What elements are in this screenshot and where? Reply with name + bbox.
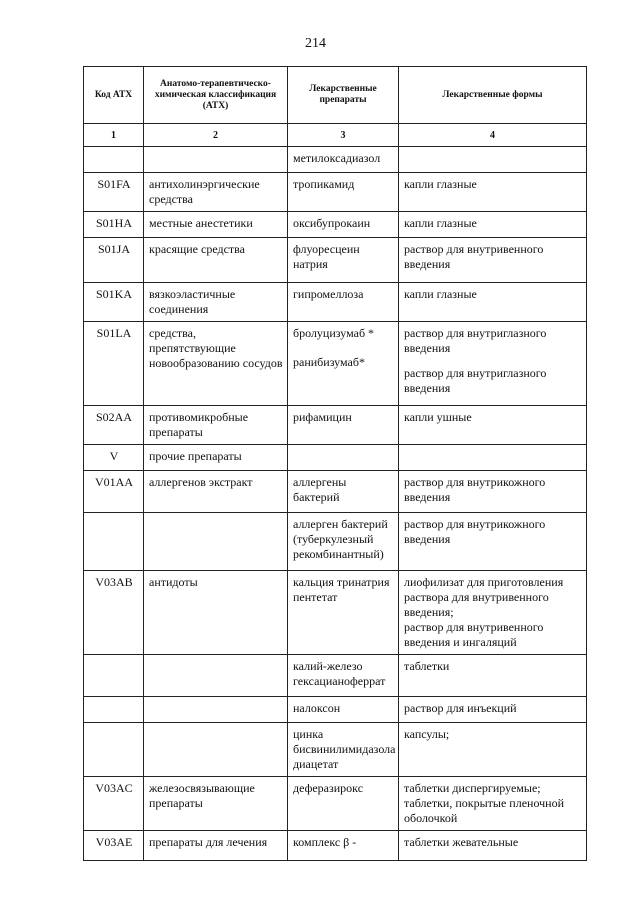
drug-name: кальция тринатрия пентетат — [293, 575, 390, 604]
dosage-form-cell — [399, 445, 587, 471]
dosage-form: капли глазные — [404, 287, 477, 301]
atx-code-cell: S01JA — [84, 238, 144, 283]
dosage-form-cell — [399, 238, 587, 283]
drug-cell — [288, 147, 399, 173]
drug-name: бролуцизумаб * — [293, 326, 375, 340]
dosage-form: капсулы; — [404, 727, 450, 741]
atx-code-cell — [84, 147, 144, 173]
header-forms: Лекарственные формы — [399, 67, 587, 124]
drug-cell — [288, 777, 399, 831]
dosage-form-cell — [399, 723, 587, 777]
dosage-form-cell — [399, 147, 587, 173]
atx-code-cell: V — [84, 445, 144, 471]
drug-cell — [288, 406, 399, 445]
dosage-form-cell — [399, 173, 587, 212]
table-row — [84, 445, 587, 471]
table-row — [84, 322, 587, 406]
atx-classification-cell — [144, 655, 288, 697]
drug-name: ранибизумаб* — [293, 355, 365, 369]
dosage-form: раствор для внутриглазного введения — [404, 326, 547, 355]
dosage-form-cell — [399, 571, 587, 655]
dosage-form: таблетки жевательные — [404, 835, 519, 849]
dosage-form-cell — [399, 471, 587, 513]
dosage-form: капли ушные — [404, 410, 472, 424]
dosage-form-cell — [399, 322, 587, 406]
dosage-form: раствор для внутрикожного введения — [404, 475, 546, 504]
drug-cell — [288, 173, 399, 212]
drug-cell — [288, 238, 399, 283]
drug-cell — [288, 571, 399, 655]
drug-cell — [288, 445, 399, 471]
drug-name: гипромеллоза — [293, 287, 364, 301]
column-number: 4 — [399, 124, 587, 147]
table-row — [84, 697, 587, 723]
table-row — [84, 212, 587, 238]
dosage-form: раствор для внутриглазного введения — [404, 366, 547, 395]
drug-name: калий-железо гексацианоферрат — [293, 659, 386, 688]
header-code: Код АТХ — [84, 67, 144, 124]
atx-code-cell: V01AA — [84, 471, 144, 513]
drug-name: налоксон — [293, 701, 341, 715]
dosage-form: раствор для внутривенного введения — [404, 242, 544, 271]
dosage-form: раствор для внутрикожного введения — [404, 517, 546, 546]
atx-classification-cell: препараты для лечения — [144, 831, 288, 861]
dosage-form-cell — [399, 831, 587, 861]
drug-cell — [288, 212, 399, 238]
column-number: 2 — [144, 124, 288, 147]
atx-code-cell: S01LA — [84, 322, 144, 406]
atx-code-cell: V03AB — [84, 571, 144, 655]
dosage-form: капли глазные — [404, 216, 477, 230]
drug-name: метилоксадиазол — [293, 151, 381, 165]
drug-cell — [288, 831, 399, 861]
dosage-form-cell — [399, 777, 587, 831]
atx-code-cell — [84, 723, 144, 777]
atx-code-cell — [84, 655, 144, 697]
atx-code-cell: S01HA — [84, 212, 144, 238]
atx-table — [83, 66, 587, 861]
drug-cell — [288, 655, 399, 697]
dosage-form-cell — [399, 655, 587, 697]
atx-code-cell: V03AE — [84, 831, 144, 861]
column-number-row — [84, 124, 587, 147]
dosage-form: лиофилизат для приготовления раствора для внутривенного введения; — [404, 575, 564, 619]
table-row — [84, 173, 587, 212]
page-number: 214 — [305, 36, 326, 51]
dosage-form: таблетки диспергируемые; — [404, 781, 541, 795]
atx-classification-cell: местные анестетики — [144, 212, 288, 238]
table-row — [84, 655, 587, 697]
atx-classification-cell: железосвязывающие препараты — [144, 777, 288, 831]
atx-classification-cell: красящие средства — [144, 238, 288, 283]
drug-cell — [288, 697, 399, 723]
dosage-form-cell — [399, 513, 587, 571]
atx-code-cell — [84, 513, 144, 571]
table-row — [84, 777, 587, 831]
table-row — [84, 471, 587, 513]
dosage-form: раствор для внутривенного введения и ингаляций — [404, 620, 544, 649]
dosage-form-cell — [399, 283, 587, 322]
header-classification: Анатомо-терапевтическо-химическая классификация (АТХ) — [144, 67, 288, 124]
drug-name: тропикамид — [293, 177, 355, 191]
table-row — [84, 406, 587, 445]
atx-code-cell — [84, 697, 144, 723]
drug-cell — [288, 322, 399, 406]
drug-cell — [288, 513, 399, 571]
drug-name: цинка бисвинилимидазола диацетат — [293, 727, 396, 771]
table-row — [84, 571, 587, 655]
table-row — [84, 831, 587, 861]
atx-classification-cell: антихолинэргические средства — [144, 173, 288, 212]
table-row — [84, 147, 587, 173]
dosage-form-cell — [399, 212, 587, 238]
atx-classification-cell: противомикробные препараты — [144, 406, 288, 445]
drug-name: аллерген бактерий (туберкулезный рекомбинантный) — [293, 517, 388, 561]
drug-name: аллергены бактерий — [293, 475, 347, 504]
atx-code-cell: V03AC — [84, 777, 144, 831]
atx-code-cell: S01KA — [84, 283, 144, 322]
atx-classification-cell: средства, препятствующие новообразованию сосудов — [144, 322, 288, 406]
table-row — [84, 513, 587, 571]
atx-classification-cell — [144, 697, 288, 723]
dosage-form: капли глазные — [404, 177, 477, 191]
drug-cell — [288, 723, 399, 777]
atx-classification-cell — [144, 723, 288, 777]
atx-classification-cell: прочие препараты — [144, 445, 288, 471]
column-number: 3 — [288, 124, 399, 147]
atx-code-cell: S02AA — [84, 406, 144, 445]
table-header-row — [84, 67, 587, 124]
table-row — [84, 723, 587, 777]
table-row — [84, 283, 587, 322]
drug-name: оксибупрокаин — [293, 216, 371, 230]
table-row — [84, 238, 587, 283]
column-number: 1 — [84, 124, 144, 147]
drug-cell — [288, 471, 399, 513]
atx-classification-cell — [144, 513, 288, 571]
dosage-form: таблетки, покрытые пленочной оболочкой — [404, 796, 565, 825]
drug-cell — [288, 283, 399, 322]
header-drugs: Лекарственные препараты — [288, 67, 399, 124]
atx-classification-cell: вязкоэластичные соединения — [144, 283, 288, 322]
dosage-form-cell — [399, 697, 587, 723]
drug-name: деферазирокс — [293, 781, 364, 795]
dosage-form: раствор для инъекций — [404, 701, 517, 715]
drug-name: рифамицин — [293, 410, 352, 424]
atx-code-cell: S01FA — [84, 173, 144, 212]
dosage-form-cell — [399, 406, 587, 445]
dosage-form: таблетки — [404, 659, 450, 673]
atx-classification-cell: аллергенов экстракт — [144, 471, 288, 513]
atx-classification-cell: антидоты — [144, 571, 288, 655]
drug-name: флуоресцеин натрия — [293, 242, 360, 271]
atx-classification-cell — [144, 147, 288, 173]
drug-name: комплекс β - — [293, 835, 357, 849]
